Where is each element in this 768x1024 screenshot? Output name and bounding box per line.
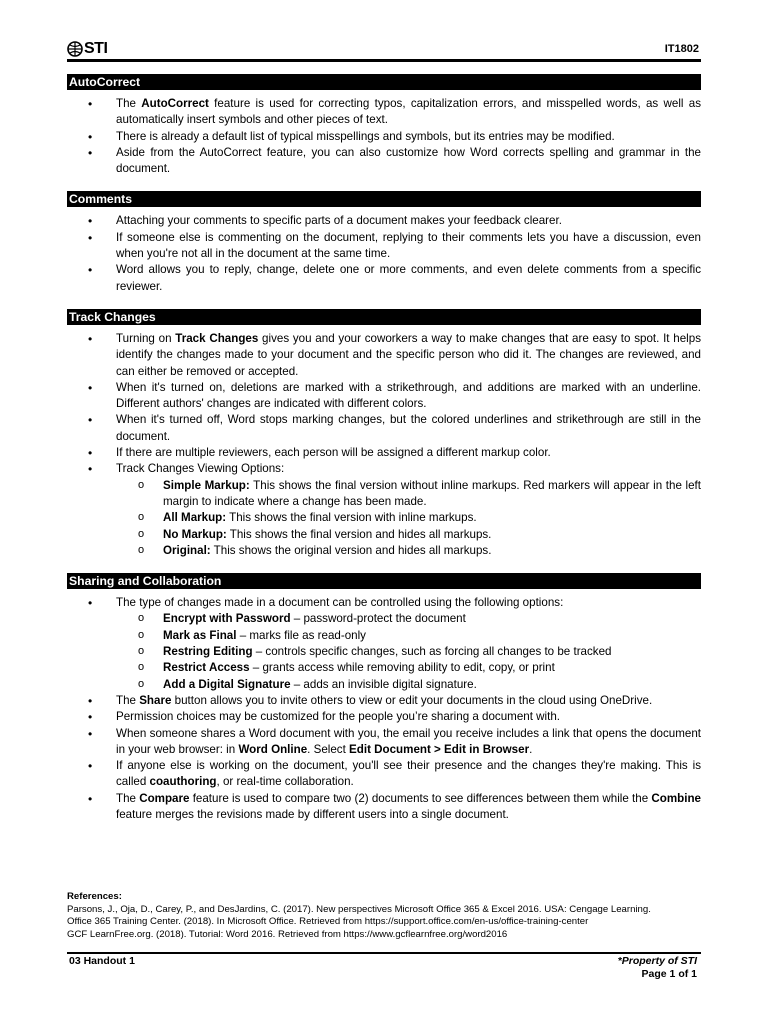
list-item: • The AutoCorrect feature is used for correcting typos, capitalization errors, and misspelled words, as well as automatically insert symbols and other pieces of text. (67, 96, 701, 129)
sub-list-item: o Encrypt with Password – password-protect the document (116, 611, 701, 627)
sti-logo (67, 40, 107, 58)
sub-list-item: o Add a Digital Signature – adds an invisible digital signature. (116, 677, 701, 693)
list-item: • When it's turned on, deletions are marked with a strikethrough, and additions are marked with an underline. Different authors' changes are indicated with different colors. (67, 380, 701, 413)
document-code: IT1802 (664, 43, 699, 55)
section-autocorrect (67, 74, 701, 177)
list-item: • Turning on Track Changes gives you and your coworkers a way to make changes that are easy to spot. It helps identify the changes made to your document and the specific person who did it. The changes are reviewed, and can either be removed or accepted. (67, 331, 701, 380)
footer-right (618, 955, 697, 981)
bullet-list (67, 96, 701, 177)
list-item: • If anyone else is working on the document, you'll see their presence and the changes they're making. This is called coauthoring, or real-time collaboration. (67, 758, 701, 791)
sub-list (116, 611, 701, 692)
sub-list-item: o Original: This shows the original version and hides all markups. (116, 543, 701, 559)
bullet-list (67, 595, 701, 823)
list-item: • Word allows you to reply, change, delete one or more comments, and even delete comments from a specific reviewer. (67, 262, 701, 295)
list-item: • Aside from the AutoCorrect feature, you can also customize how Word corrects spelling and grammar in the document. (67, 145, 701, 178)
sub-list (116, 478, 701, 559)
sub-list-item: o Restring Editing – controls specific changes, such as forcing all changes to be tracked (116, 644, 701, 660)
list-item: • Attaching your comments to specific parts of a document makes your feedback clearer. (67, 213, 701, 229)
document-body (67, 74, 701, 837)
property-notice: *Property of STI (617, 955, 697, 967)
list-item: • The type of changes made in a document can be controlled using the following options: o Encrypt with Password – password-protect the document o Mark as Final – marks file as read-only o Restring Editing – controls specific changes, such as forcing all changes to be tracked o Restrict Access – grants access while removing ability to edit, copy, or print o Add a Digital Signature – adds an invisible digital signature. (67, 595, 701, 693)
header-rule (67, 59, 701, 62)
section-title: Track Changes (67, 309, 701, 325)
section-comments (67, 191, 701, 294)
handout-label: 03 Handout 1 (69, 955, 135, 967)
references-title: References: (67, 891, 122, 902)
list-item: • If someone else is commenting on the document, replying to their comments lets you have a discussion, even when you're not all in the document at the same time. (67, 230, 701, 263)
page-number: Page 1 of 1 (641, 968, 697, 980)
sub-list-item: o No Markup: This shows the final version and hides all markups. (116, 527, 701, 543)
section-title: Sharing and Collaboration (67, 573, 701, 589)
list-item: • When it's turned off, Word stops marking changes, but the colored underlines and strikethrough are still in the document. (67, 412, 701, 445)
reference-item: GCF LearnFree.org. (2018). Tutorial: Word 2016. Retrieved from https://www.gcflearnfree.org/word2016 (67, 928, 508, 940)
sub-list-item: o Simple Markup: This shows the final version without inline markups. Red markers will appear in the left margin to indicate where a change has been made. (116, 478, 701, 511)
section-title: Comments (67, 191, 701, 207)
list-item: • The Share button allows you to invite others to view or edit your documents in the cloud using OneDrive. (67, 693, 701, 709)
list-item: • Permission choices may be customized for the people you’re sharing a document with. (67, 709, 701, 725)
list-item: • Track Changes Viewing Options: o Simple Markup: This shows the final version without inline markups. Red markers will appear in the left margin to indicate where a change has been made. o All Markup: This shows the final version with inline markups. o No Markup: This shows the final version and hides all markups. o Original: This shows the original version and hides all markups. (67, 461, 701, 559)
section-title: AutoCorrect (67, 74, 701, 90)
logo-text: STI (84, 40, 108, 57)
sub-list-item: o Restrict Access – grants access while removing ability to edit, copy, or print (116, 660, 701, 676)
references (67, 891, 701, 941)
sti-globe-icon (67, 41, 83, 57)
section-track-changes (67, 309, 701, 559)
list-item: • If there are multiple reviewers, each person will be assigned a different markup color. (67, 445, 701, 461)
list-item: • When someone shares a Word document with you, the email you receive includes a link that opens the document in your web browser: in Word Online. Select Edit Document > Edit in Browser. (67, 726, 701, 759)
reference-item: Office 365 Training Center. (2018). In Microsoft Office. Retrieved from https://support.office.com/en-us/office-training-center (67, 916, 589, 928)
footer-rule (67, 952, 701, 954)
sub-list-item: o Mark as Final – marks file as read-only (116, 628, 701, 644)
list-item: • There is already a default list of typical misspellings and symbols, but its entries may be modified. (67, 129, 701, 145)
bullet-list (67, 213, 701, 294)
sub-list-item: o All Markup: This shows the final version with inline markups. (116, 510, 701, 526)
list-item: • The Compare feature is used to compare two (2) documents to see differences between them while the Combine feature merges the revisions made by different users into a single document. (67, 791, 701, 824)
bullet-list (67, 331, 701, 559)
reference-item: Parsons, J., Oja, D., Carey, P., and DesJardins, C. (2017). New perspectives Microsoft Office 365 & Excel 2016. USA: Cengage Learning. (67, 903, 651, 915)
section-sharing (67, 573, 701, 823)
